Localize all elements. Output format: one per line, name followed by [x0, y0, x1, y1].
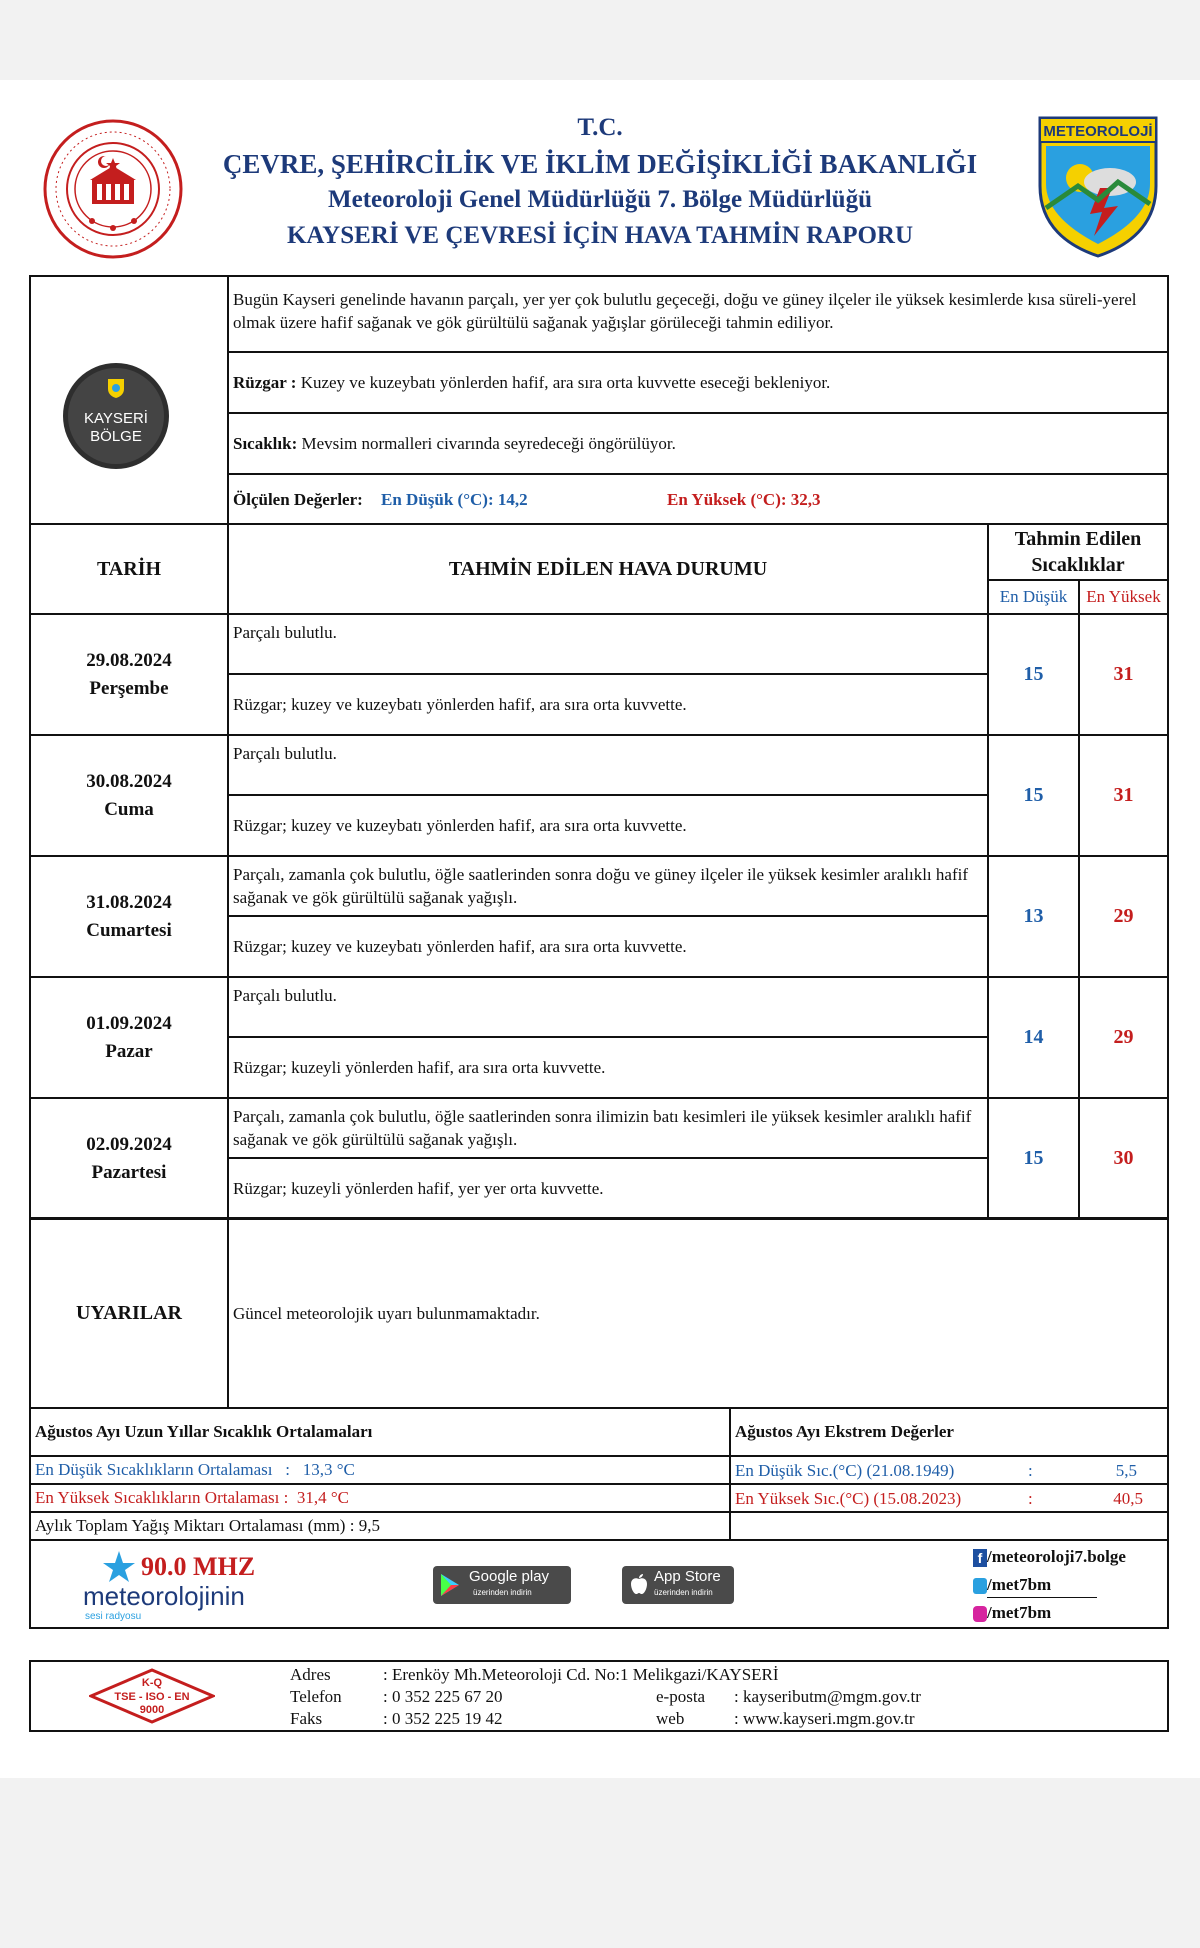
web-value[interactable]: : www.kayseri.mgm.gov.tr: [734, 1709, 915, 1728]
row-weather-cell: [227, 734, 989, 796]
radio-logo-icon: [79, 1547, 309, 1623]
google-play-icon: [439, 1573, 461, 1597]
extreme-low-label: En Düşük Sıc.(°C) (21.08.1949): [735, 1461, 955, 1480]
row-date-cell: [29, 613, 229, 736]
email-value[interactable]: : kayseributm@mgm.gov.tr: [734, 1687, 921, 1706]
meteoroloji-logo-icon: [1038, 116, 1158, 258]
temp-label: Sıcaklık:: [233, 434, 298, 453]
header-tc: T.C.: [577, 114, 623, 141]
extremes-title: Ağustos Ayı Ekstrem Değerler: [729, 1407, 1169, 1457]
row-date: 31.08.2024: [86, 891, 172, 913]
instagram-icon: [973, 1606, 987, 1622]
row-wind-cell: [227, 915, 989, 978]
high-column-header: En Yüksek: [1078, 579, 1169, 615]
extreme-low-row: [729, 1455, 1169, 1485]
cert-top: K-Q: [141, 1677, 163, 1689]
temperature-summary-cell: [227, 412, 1169, 475]
weather-column-header: TAHMİN EDİLEN HAVA DURUMU: [227, 523, 989, 615]
extreme-high-value: 40,5: [1113, 1489, 1143, 1508]
row-low-temp: 15: [987, 1097, 1080, 1220]
row-date: 01.09.2024: [86, 1012, 172, 1034]
bottom-bar: [0, 1778, 1200, 1948]
row-weather-cell: [227, 855, 989, 917]
low-column-header: En Düşük: [987, 579, 1080, 615]
extreme-high-label: En Yüksek Sıc.(°C) (15.08.2023): [735, 1489, 962, 1508]
row-weather: Parçalı bulutlu.: [233, 744, 337, 763]
date-column-header: TARİH: [29, 523, 229, 615]
badge-line1: KAYSERİ: [84, 410, 148, 427]
row-day: Cumartesi: [86, 919, 172, 941]
row-wind-cell: [227, 1036, 989, 1099]
row-day: Pazar: [105, 1040, 153, 1062]
general-forecast-cell: [227, 275, 1169, 353]
header-ministry: ÇEVRE, ŞEHİRCİLİK VE İKLİM DEĞİŞİKLİĞİ BAKANLIĞI: [222, 149, 978, 179]
facebook-icon: f: [973, 1549, 987, 1567]
google-play-sub: üzerinden indirin: [473, 1588, 532, 1597]
google-play-label: Google play: [469, 1568, 550, 1585]
row-weather-cell: [227, 1097, 989, 1159]
temp-summary-text: Mevsim normalleri civarında seyredeceği öngörülüyor.: [301, 434, 676, 453]
header-report-title: KAYSERİ VE ÇEVRESİ İÇİN HAVA TAHMİN RAPORU: [286, 222, 914, 249]
contact-footer: [29, 1660, 1169, 1732]
fax-label: Faks: [290, 1709, 323, 1728]
row-date-cell: [29, 734, 229, 857]
header-directorate: Meteoroloji Genel Müdürlüğü 7. Bölge Müdürlüğü: [328, 186, 872, 213]
cert-mid: TSE - ISO - EN: [114, 1691, 190, 1703]
row-low-temp: 15: [987, 613, 1080, 736]
row-weather: Parçalı bulutlu.: [233, 986, 337, 1005]
avg-low: En Düşük Sıcaklıkların Ortalaması : 13,3 °C: [29, 1455, 731, 1485]
radio-subtitle: sesi radyosu: [85, 1611, 142, 1622]
wind-summary-cell: [227, 351, 1169, 414]
app-store-button[interactable]: [622, 1566, 734, 1604]
row-weather: Parçalı bulutlu.: [233, 623, 337, 642]
row-day: Cuma: [104, 798, 154, 820]
row-wind: Rüzgar; kuzeyli yönlerden hafif, yer yer orta kuvvette.: [233, 1179, 604, 1198]
google-play-button[interactable]: [433, 1566, 571, 1604]
radio-frequency: 90.0 MHZ: [141, 1552, 256, 1581]
kayseri-badge-icon: [61, 361, 171, 471]
instagram-link[interactable]: /met7bm: [973, 1603, 1051, 1623]
badge-cell: [29, 275, 229, 525]
extreme-low-colon: :: [1028, 1461, 1033, 1480]
twitter-link[interactable]: /met7bm: [973, 1575, 1051, 1595]
row-high-temp: 31: [1078, 613, 1169, 736]
measured-label: Ölçülen Değerler:: [233, 489, 363, 509]
phone-value: : 0 352 225 67 20: [383, 1687, 503, 1706]
wind-summary-text: Kuzey ve kuzeybatı yönlerden hafif, ara sıra orta kuvvette eseceği bekleniyor.: [300, 373, 831, 392]
row-weather-cell: [227, 613, 989, 675]
row-wind-cell: [227, 794, 989, 857]
row-weather: Parçalı, zamanla çok bulutlu, öğle saatlerinden sonra doğu ve güney ilçeler ile yüksek kesimler aralıklı hafif sağanak ve gök gürültülü sağanak yağışlı.: [233, 865, 968, 907]
row-day: Perşembe: [89, 677, 169, 699]
report-header: [190, 110, 1010, 254]
row-wind: Rüzgar; kuzey ve kuzeybatı yönlerden hafif, ara sıra orta kuvvette.: [233, 816, 687, 835]
app-store-sub: üzerinden indirin: [654, 1588, 713, 1597]
extreme-high-colon: :: [1028, 1489, 1033, 1508]
report-page: [0, 80, 1200, 1778]
row-date: 29.08.2024: [86, 649, 172, 671]
row-low-temp: 14: [987, 976, 1080, 1099]
row-date-cell: [29, 976, 229, 1099]
row-weather-cell: [227, 976, 989, 1038]
web-label: web: [656, 1709, 685, 1728]
apple-icon: [630, 1573, 648, 1595]
wind-label: Rüzgar :: [233, 373, 297, 392]
row-wind: Rüzgar; kuzey ve kuzeybatı yönlerden hafif, ara sıra orta kuvvette.: [233, 937, 687, 956]
row-wind: Rüzgar; kuzeyli yönlerden hafif, ara sıra orta kuvvette.: [233, 1058, 606, 1077]
avg-rain: Aylık Toplam Yağış Miktarı Ortalaması (mm) : 9,5: [29, 1511, 731, 1541]
warnings-label: UYARILAR: [29, 1217, 229, 1409]
measured-values-cell: [227, 473, 1169, 525]
row-date-cell: [29, 1097, 229, 1220]
tse-certificate-icon: [89, 1668, 215, 1724]
extreme-high-row: [729, 1483, 1169, 1513]
measured-high: En Yüksek (°C): 32,3: [667, 489, 821, 509]
radio-name: meteorolojinin: [83, 1581, 245, 1611]
warnings-cell: [227, 1217, 1169, 1409]
ministry-seal-icon: [42, 118, 184, 260]
temps-column-header: Tahmin Edilen Sıcaklıklar: [987, 523, 1169, 581]
row-day: Pazartesi: [91, 1161, 167, 1183]
top-bar: [0, 0, 1200, 80]
extreme-empty-cell: [729, 1511, 1169, 1541]
row-low-temp: 13: [987, 855, 1080, 978]
warnings-text: Güncel meteorolojik uyarı bulunmamaktadır.: [233, 1303, 540, 1323]
measured-low: En Düşük (°C): 14,2: [381, 489, 528, 509]
row-wind-cell: [227, 1157, 989, 1220]
twitter-icon: [973, 1578, 987, 1594]
avg-high: En Yüksek Sıcaklıkların Ortalaması : 31,4 °C: [29, 1483, 731, 1513]
address-value: : Erenköy Mh.Meteoroloji Cd. No:1 Melikgazi/KAYSERİ: [383, 1665, 779, 1684]
row-wind-cell: [227, 673, 989, 736]
cert-bot: 9000: [139, 1704, 165, 1716]
row-date: 30.08.2024: [86, 770, 172, 792]
averages-title: Ağustos Ayı Uzun Yıllar Sıcaklık Ortalamaları: [29, 1407, 731, 1457]
badge-line2: BÖLGE: [90, 428, 142, 445]
row-weather: Parçalı, zamanla çok bulutlu, öğle saatlerinden sonra ilimizin batı kesimleri ile yüksek kesimler aralıklı hafif sağanak ve gök gürültülü sağanak yağışlı.: [233, 1107, 972, 1149]
promo-row: [29, 1539, 1169, 1629]
row-low-temp: 15: [987, 734, 1080, 857]
general-forecast-text: Bugün Kayseri genelinde havanın parçalı, yer yer çok bulutlu geçeceği, doğu ve güney ilçeler ile yüksek kesimlerde kısa süreli-yerel olmak üzere hafif sağanak ve gök gürültülü sağanak yağışlar görüleceği tahmin ediliyor.: [233, 290, 1137, 332]
row-high-temp: 30: [1078, 1097, 1169, 1220]
row-date-cell: [29, 855, 229, 978]
met-logo-text: METEOROLOJİ: [1043, 123, 1153, 140]
app-store-label: App Store: [654, 1568, 721, 1585]
address-label: Adres: [290, 1665, 331, 1684]
phone-label: Telefon: [290, 1687, 342, 1706]
email-label: e-posta: [656, 1687, 706, 1706]
row-date: 02.09.2024: [86, 1133, 172, 1155]
row-high-temp: 29: [1078, 976, 1169, 1099]
extreme-low-value: 5,5: [1115, 1461, 1137, 1480]
fax-value: : 0 352 225 19 42: [383, 1709, 503, 1728]
row-high-temp: 31: [1078, 734, 1169, 857]
row-high-temp: 29: [1078, 855, 1169, 978]
row-wind: Rüzgar; kuzey ve kuzeybatı yönlerden hafif, ara sıra orta kuvvette.: [233, 695, 687, 714]
facebook-link[interactable]: f /meteoroloji7.bolge: [973, 1547, 1126, 1567]
